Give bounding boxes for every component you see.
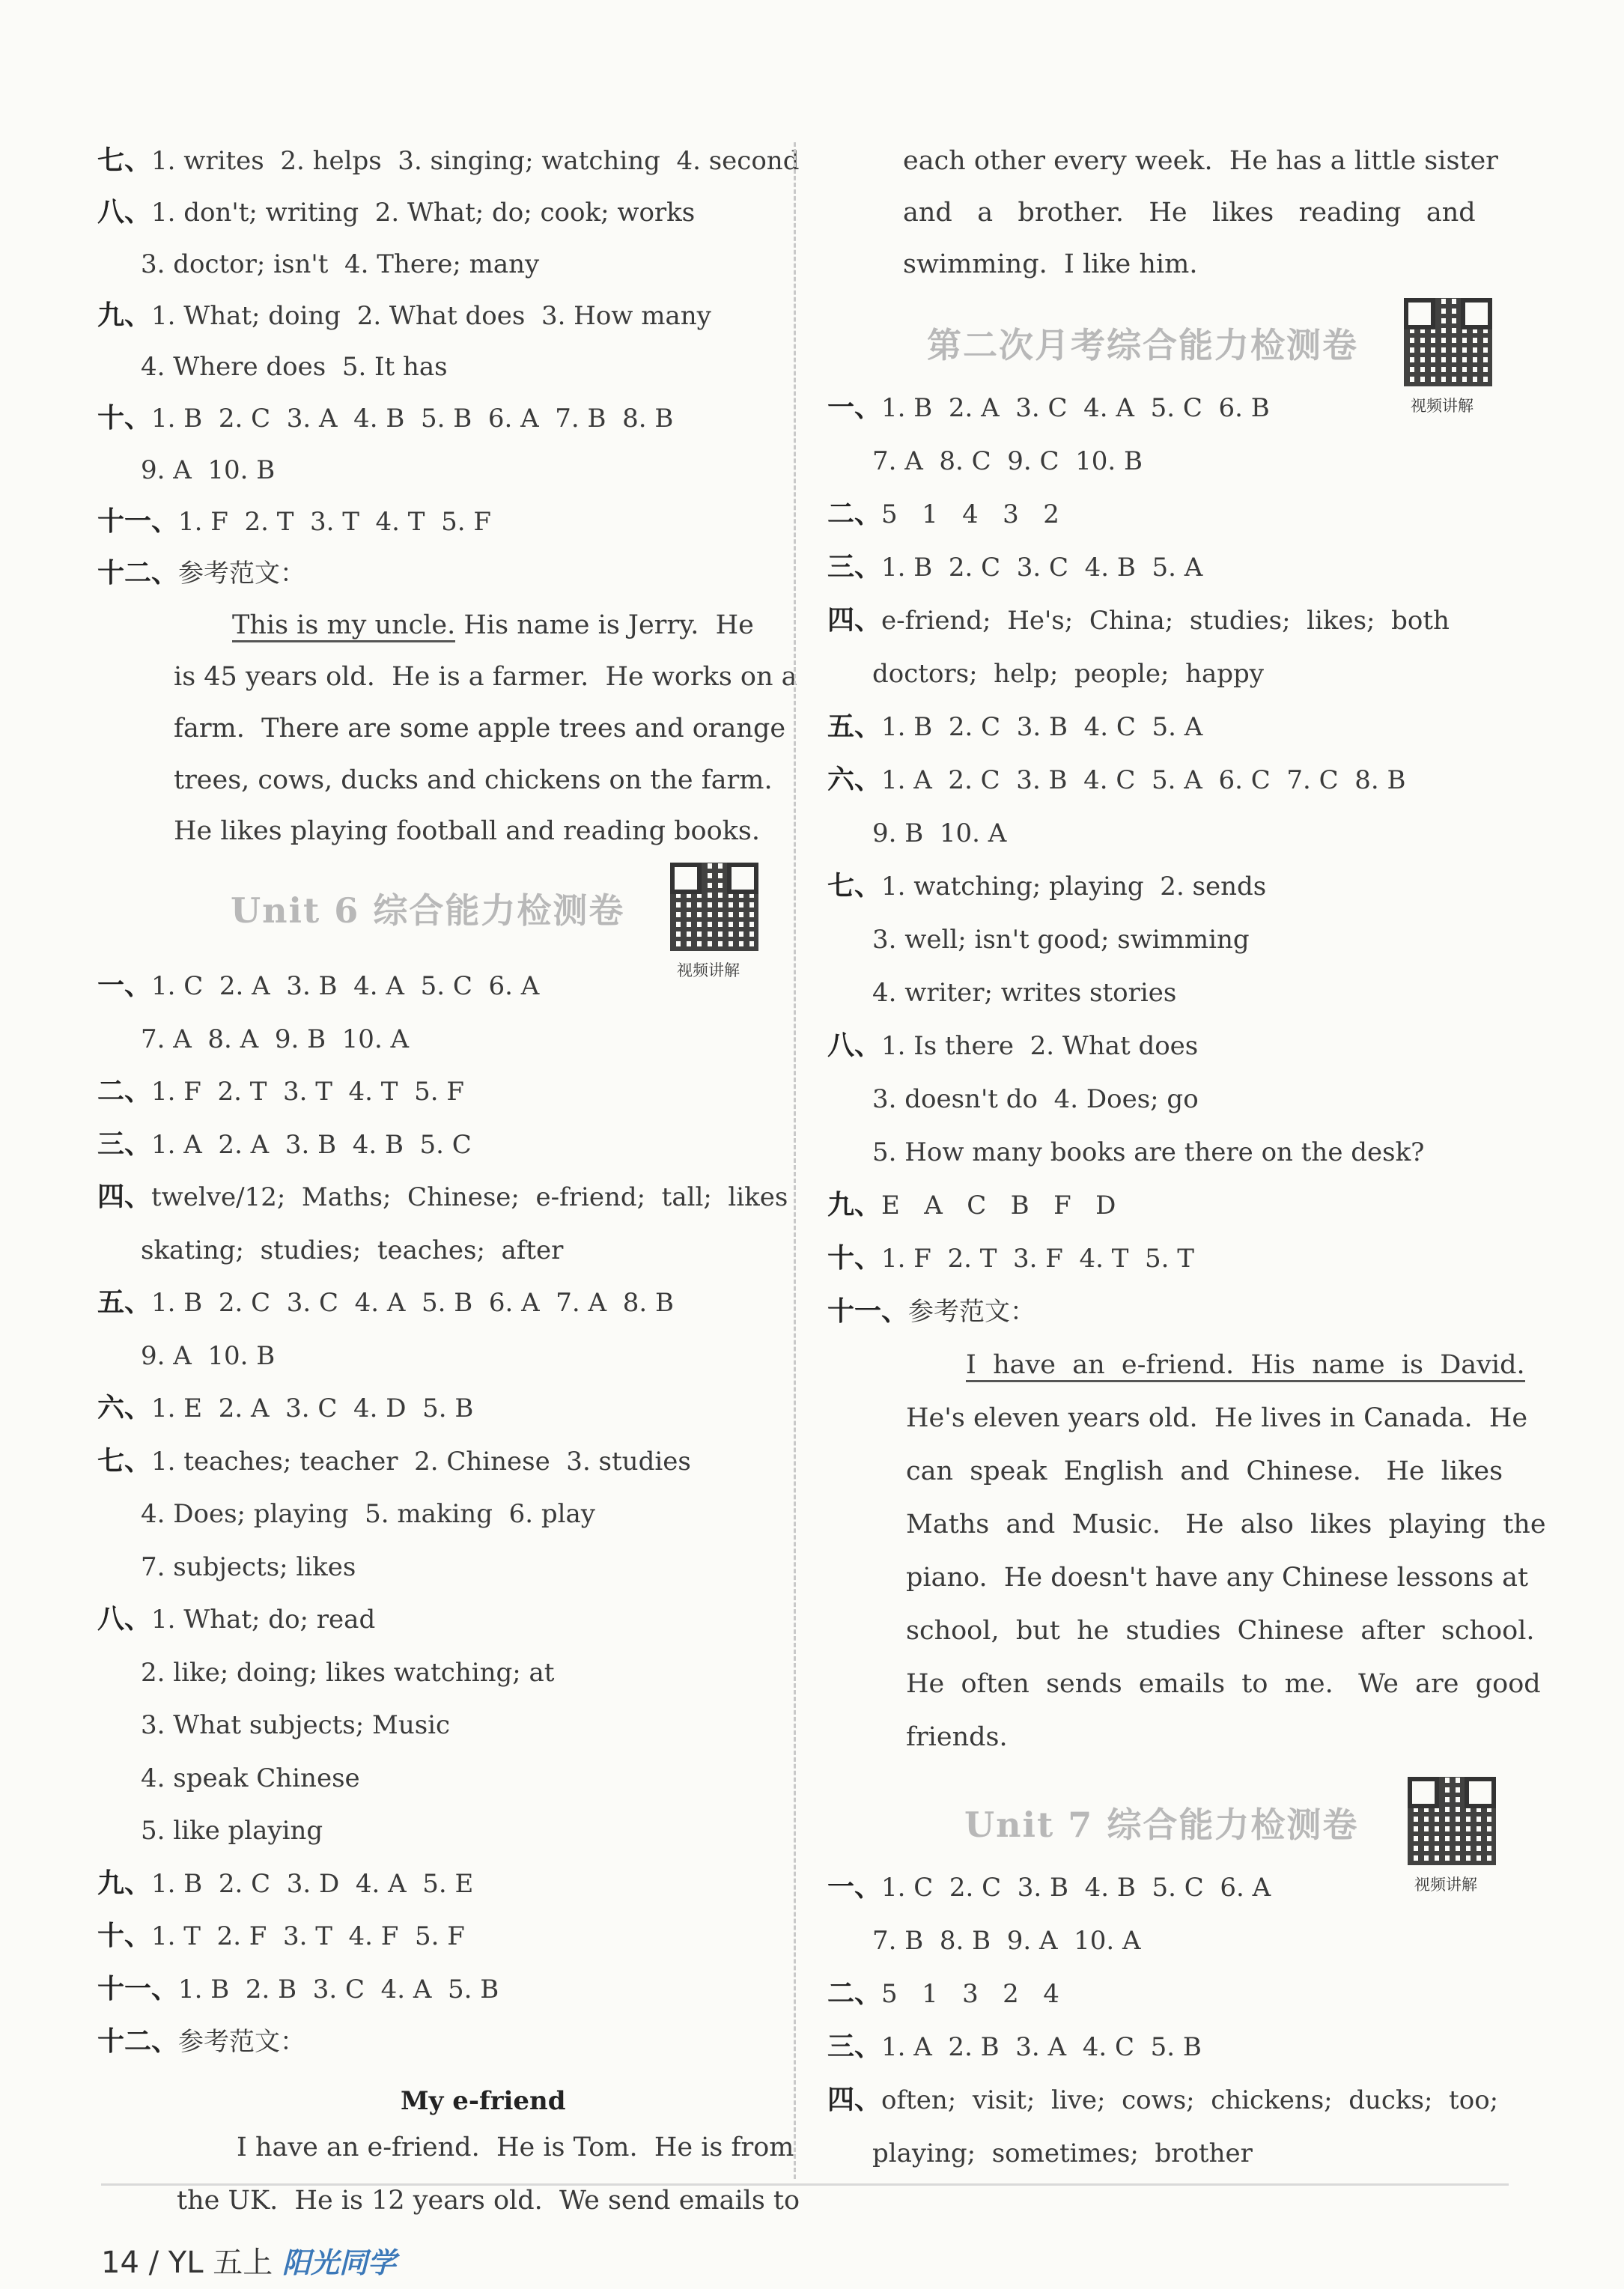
answer-line: [827, 1031, 1198, 1061]
answer-text: e-friend; He's; China; studies; likes; both: [881, 606, 1450, 636]
answer-text: 1. A 2. B 3. A 4. C 5. B: [881, 2032, 1202, 2062]
answer-line: [141, 1710, 450, 1740]
answer-text: 1. T 2. F 3. T 4. F 5. F: [151, 1921, 465, 1951]
answer-line: [97, 971, 539, 1001]
section-number: 十、: [97, 1921, 152, 1951]
answer-line: [827, 2085, 1498, 2115]
qr-code-icon[interactable]: [670, 863, 758, 951]
essay-line: is 45 years old. He is a farmer. He works on a: [174, 662, 797, 692]
answer-text: 参考范文：: [178, 2027, 306, 2057]
answer-line: [97, 301, 711, 331]
answer-line: [97, 146, 799, 176]
answer-text: 1. watching; playing 2. sends: [881, 872, 1267, 902]
answer-line: [97, 1288, 674, 1318]
answer-line: [141, 1763, 360, 1793]
essay-underlined-text: This is my uncle.: [232, 610, 455, 642]
essay-line: [232, 610, 754, 640]
answer-line: [872, 1926, 1141, 1956]
section-number: 五、: [97, 1287, 152, 1318]
answer-line: 9. A 10. B: [141, 455, 276, 485]
answer-text: doctors; help; people; happy: [872, 659, 1264, 689]
answer-line: [97, 559, 305, 589]
answer-text: 1. B 2. C 3. C 4. B 5. A: [881, 553, 1203, 583]
answer-text: 参考范文：: [178, 559, 306, 589]
answer-line: [872, 925, 1250, 955]
answer-text: 4. speak Chinese: [141, 1763, 360, 1793]
answer-text: 7. B 8. B 9. A 10. A: [872, 1926, 1141, 1956]
essay-line: He's eleven years old. He lives in Canada. He: [906, 1403, 1528, 1433]
section-number: 三、: [827, 552, 882, 583]
answer-line: [141, 1658, 554, 1688]
answer-text: 1. F 2. T 3. F 4. T 5. T: [881, 1244, 1194, 1274]
section-number: 七、: [827, 871, 882, 902]
answer-line: [97, 1605, 375, 1635]
section-number: 一、: [827, 1872, 882, 1903]
answer-line: [97, 198, 695, 228]
answer-text: 1. What; do; read: [151, 1605, 376, 1635]
section-number: 六、: [97, 1393, 152, 1423]
answer-line: [141, 1499, 595, 1529]
essay-line: school, but he studies Chinese after school.: [906, 1616, 1535, 1646]
section-number: 十、: [827, 1243, 882, 1274]
answer-line: [97, 1393, 473, 1423]
answer-line: [827, 2032, 1202, 2062]
answer-text: 2. like; doing; likes watching; at: [141, 1657, 555, 1688]
answer-line: [97, 1921, 465, 1951]
essay-line: the UK. He is 12 years old. We send emails to: [177, 2185, 800, 2216]
section-number: 七、: [97, 145, 152, 176]
answer-text: 1. C 2. A 3. B 4. A 5. C 6. A: [151, 971, 540, 1001]
answer-text: 3. well; isn't good; swimming: [872, 925, 1250, 955]
answer-text: 1. What; doing 2. What does 3. How many: [151, 301, 711, 331]
section-number: 九、: [97, 300, 152, 331]
answer-text: 7. A 8. A 9. B 10. A: [141, 1024, 410, 1054]
qr-label: 视频讲解: [1411, 397, 1474, 415]
essay-line: each other every week. He has a little sister: [903, 146, 1498, 176]
answer-text: 1. B 2. C 3. C 4. A 5. B 6. A 7. A 8. B: [151, 1288, 674, 1318]
answer-line: [872, 1084, 1199, 1114]
section-number: 二、: [827, 499, 882, 529]
answer-line: [141, 1024, 409, 1054]
answer-text: 1. E 2. A 3. C 4. D 5. B: [151, 1393, 474, 1423]
answer-text: 1. B 2. B 3. C 4. A 5. B: [178, 1974, 499, 2004]
answer-line: [97, 1077, 464, 1107]
essay-line: friends.: [906, 1722, 1008, 1752]
qr-code-icon[interactable]: [1404, 298, 1492, 386]
column-divider: [794, 142, 796, 2179]
essay-line: I have an e-friend. His name is David.: [966, 1350, 1525, 1382]
answer-line: [97, 507, 491, 537]
essay-line: farm. There are some apple trees and orange: [174, 714, 786, 744]
section-number: 十、: [97, 403, 152, 434]
qr-code-icon[interactable]: [1408, 1777, 1496, 1865]
essay-line: He likes playing football and reading books.: [174, 816, 760, 846]
answer-text: E A C B F D: [881, 1191, 1116, 1221]
page-footer: [101, 2239, 396, 2282]
answer-text: often; visit; live; cows; chickens; ducks; too;: [881, 2085, 1499, 2115]
answer-text: 7. A 8. C 9. C 10. B: [872, 446, 1143, 476]
answer-text: 4. Does; playing 5. making 6. play: [141, 1499, 595, 1529]
essay-line: He often sends emails to me. We are good: [906, 1669, 1541, 1699]
answer-text: 1. B 2. C 3. B 4. C 5. A: [881, 712, 1203, 742]
answer-text: 1. B 2. C 3. A 4. B 5. B 6. A 7. B 8. B: [151, 404, 674, 434]
answer-line: [872, 659, 1264, 689]
answer-text: 1. A 2. C 3. B 4. C 5. A 6. C 7. C 8. B: [881, 765, 1406, 795]
section-number: 二、: [827, 1978, 882, 2009]
section-number: 三、: [827, 2031, 882, 2062]
answer-line: [827, 393, 1270, 423]
page-number: 14 / YL 五上: [101, 2246, 273, 2280]
answer-text: 1. Is there 2. What does: [881, 1031, 1199, 1061]
qr-label: 视频讲解: [677, 961, 740, 979]
section-number: 五、: [827, 711, 882, 742]
answer-text: 1. teaches; teacher 2. Chinese 3. studies: [151, 1446, 691, 1477]
answer-text: 5 1 4 3 2: [881, 499, 1059, 529]
section-title: Unit 7 综合能力检测卷: [964, 1805, 1359, 1845]
section-number: 一、: [97, 970, 152, 1001]
section-number: 八、: [827, 1030, 882, 1061]
answer-text: 1. B 2. A 3. C 4. A 5. C 6. B: [881, 393, 1270, 423]
answer-line: [97, 1869, 473, 1899]
answer-line: [827, 1979, 1059, 2009]
answer-line: [827, 1244, 1194, 1274]
essay-title: My e-friend: [401, 2085, 566, 2116]
section-number: 三、: [97, 1128, 152, 1160]
answer-line: [872, 818, 1006, 848]
answer-text: 1. F 2. T 3. T 4. T 5. F: [178, 507, 491, 537]
section-number: 八、: [97, 1604, 152, 1635]
essay-line: I have an e-friend. He is Tom. He is from: [237, 2133, 794, 2162]
answer-line: [141, 1816, 323, 1846]
section-number: 十二、: [97, 2026, 179, 2057]
answer-text: 5. How many books are there on the desk?: [872, 1137, 1425, 1167]
answer-line: [97, 1975, 499, 2004]
answer-text: 1. don't; writing 2. What; do; cook; works: [151, 198, 696, 228]
section-number: 十一、: [827, 1296, 909, 1327]
essay-line: trees, cows, ducks and chickens on the farm.: [174, 765, 773, 795]
answer-text: 1. B 2. C 3. D 4. A 5. E: [151, 1868, 474, 1899]
answer-text: 1. A 2. A 3. B 4. B 5. C: [151, 1129, 472, 1160]
answer-text: 参考范文：: [908, 1297, 1036, 1327]
answer-line: 4. Where does 5. It has: [141, 352, 448, 382]
essay-line: Maths and Music. He also likes playing the: [906, 1510, 1546, 1539]
answer-line: [827, 765, 1405, 795]
answer-text: 5 1 3 2 4: [881, 1979, 1059, 2009]
section-number: 八、: [97, 197, 152, 228]
answer-text: 1. F 2. T 3. T 4. T 5. F: [151, 1077, 464, 1107]
answer-line: [827, 712, 1202, 742]
answer-line: [827, 1297, 1035, 1327]
answer-line: [827, 499, 1059, 529]
essay-line: swimming. I like him.: [903, 249, 1198, 279]
answer-line: [141, 1235, 563, 1265]
answer-line: 3. doctor; isn't 4. There; many: [141, 249, 540, 279]
answer-line: [97, 1447, 691, 1477]
essay-line: can speak English and Chinese. He likes: [906, 1456, 1503, 1486]
section-title: Unit 6 综合能力检测卷: [231, 890, 625, 931]
footer-rule: [101, 2183, 1509, 2186]
answer-text: 5. like playing: [141, 1816, 323, 1846]
answer-line: [97, 2027, 305, 2057]
essay-line: piano. He doesn't have any Chinese lessons at: [906, 1563, 1529, 1593]
section-number: 四、: [827, 2085, 882, 2115]
answer-text: 7. subjects; likes: [141, 1551, 356, 1582]
answer-line: [872, 2138, 1253, 2168]
section-number: 九、: [827, 1190, 882, 1221]
section-number: 十一、: [97, 1973, 179, 2004]
answer-line: [141, 1552, 356, 1582]
answer-line: [827, 1191, 1116, 1221]
answer-text: skating; studies; teaches; after: [141, 1235, 564, 1265]
answer-line: [97, 404, 673, 434]
answer-line: [97, 1182, 788, 1212]
brand-logo: 阳光同学: [282, 2246, 396, 2279]
answer-text: 1. writes 2. helps 3. singing; watching 4. second: [151, 146, 800, 176]
answer-line: [872, 978, 1176, 1008]
section-number: 十一、: [97, 506, 179, 537]
section-title: 第二次月考综合能力检测卷: [927, 325, 1358, 365]
answer-line: [827, 553, 1202, 583]
answer-text: 9. B 10. A: [872, 818, 1007, 848]
qr-label: 视频讲解: [1414, 1876, 1477, 1894]
answer-text: twelve/12; Maths; Chinese; e-friend; tall; likes: [151, 1182, 788, 1212]
section-number: 七、: [97, 1445, 152, 1477]
section-number: 二、: [97, 1076, 152, 1107]
section-number: 九、: [97, 1867, 152, 1899]
answer-line: [141, 1341, 275, 1371]
answer-text: 3. doesn't do 4. Does; go: [872, 1084, 1199, 1114]
section-number: 四、: [827, 605, 882, 636]
answer-line: [97, 1130, 472, 1160]
answer-line: [872, 1137, 1424, 1167]
answer-text: 1. C 2. C 3. B 4. B 5. C 6. A: [881, 1873, 1271, 1903]
answer-text: 9. A 10. B: [141, 1340, 276, 1371]
section-number: 一、: [827, 392, 882, 423]
section-number: 十二、: [97, 558, 179, 589]
essay-line: and a brother. He likes reading and: [903, 198, 1476, 228]
answer-line: [827, 872, 1266, 902]
answer-line: [827, 606, 1450, 636]
section-number: 六、: [827, 764, 882, 795]
answer-line: [827, 1873, 1271, 1903]
essay-text: His name is Jerry. He: [455, 610, 754, 640]
answer-text: 4. writer; writes stories: [872, 978, 1177, 1008]
answer-line: [872, 446, 1143, 476]
answer-text: 3. What subjects; Music: [141, 1710, 451, 1740]
answer-text: playing; sometimes; brother: [872, 2138, 1253, 2168]
section-number: 四、: [97, 1182, 152, 1212]
